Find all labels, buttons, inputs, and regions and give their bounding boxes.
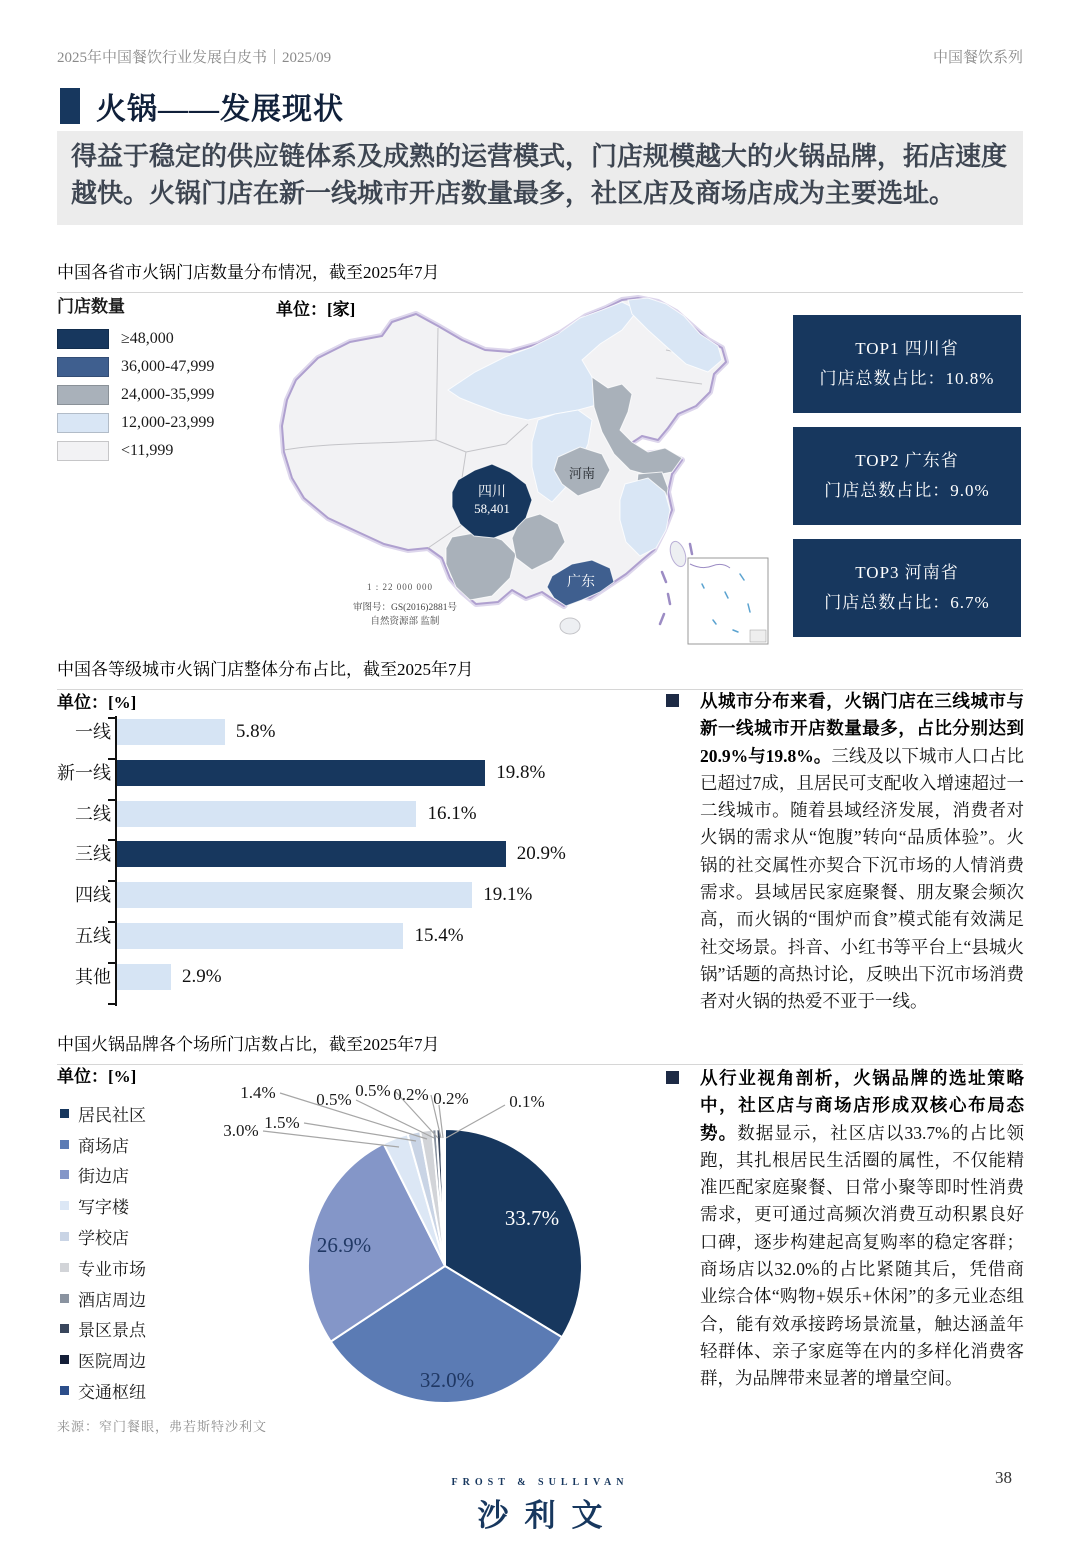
top2-share: 门店总数占比：9.0% (824, 481, 990, 500)
pie-value-label: 3.0% (223, 1121, 259, 1140)
legend-swatch (57, 357, 109, 377)
pie-value-label: 0.2% (393, 1085, 429, 1104)
legend-label: 景区景点 (78, 1321, 146, 1341)
pie-value-label: 1.4% (240, 1083, 276, 1102)
map-label-sichuan-name: 四川 (478, 485, 506, 500)
summary-highlight: 得益于稳定的供应链体系及成熟的运营模式，门店规模越大的火锅品牌，拓店速度越快。火锅门店在新一线城市开店数量最多，社区店及商场店成为主要选址。 (57, 131, 1023, 225)
province-hainan (560, 618, 580, 634)
bar-row (57, 923, 657, 949)
shalliwen-logo: 沙利文 (477, 1498, 619, 1533)
pie-value-label: 1.5% (264, 1113, 300, 1132)
bar-row (57, 801, 657, 827)
axis-tick (108, 799, 115, 801)
axis-tick (108, 880, 115, 882)
legend-label: 学校店 (78, 1229, 129, 1249)
map-approval-org: 自然资源部 监制 (370, 617, 440, 627)
pie-value-label: 26.9% (316, 1233, 372, 1257)
bar-category-label: 一线 (75, 722, 111, 742)
axis-tick (108, 717, 115, 719)
top3-title: TOP3 河南省 (855, 563, 959, 583)
map-legend-item (57, 325, 267, 353)
china-map (270, 292, 790, 652)
legend-swatch (57, 329, 109, 349)
bar-value-label: 19.1% (483, 884, 533, 906)
bar-chart (57, 716, 657, 1012)
bar-rect (117, 719, 225, 745)
frost-sullivan-wordmark: FROST & SULLIVAN (451, 1477, 629, 1488)
legend-swatch (57, 441, 109, 461)
bar-category-label: 三线 (75, 844, 111, 865)
map-legend (57, 292, 267, 465)
bar-commentary-bold: 从城市分布来看，火锅门店在三线城市与新一线城市开店数量最多，占比分别达到20.9%与19.8%。 (700, 691, 1024, 766)
bar-rect (117, 923, 403, 949)
bullet-square-icon (666, 1071, 679, 1084)
map-legend-title: 门店数量 (57, 297, 125, 316)
legend-label: <11,999 (121, 442, 174, 459)
legend-label: 街边店 (78, 1167, 129, 1187)
bullet-square-icon (666, 694, 679, 707)
sea-inset (688, 558, 768, 644)
map-approval-no: 审图号：GS(2016)2881号 (353, 603, 457, 613)
header-left: 2025年中国餐饮行业发展白皮书｜2025/09 (57, 50, 332, 66)
pie-section-title: 中国火锅品牌各个场所门店数占比，截至2025年7月 (57, 1030, 1023, 1065)
bar-value-label: 2.9% (181, 965, 222, 987)
top3-box (793, 539, 1021, 637)
top1-box (793, 315, 1021, 413)
pie-value-label: 33.7% (504, 1206, 560, 1230)
axis-tick (108, 962, 115, 964)
bar-rect (117, 882, 472, 908)
header-right: 中国餐饮系列 (932, 50, 1023, 66)
map-unit-label: 单位：[家] (276, 300, 356, 319)
bar-rect (117, 964, 171, 990)
map-legend-item (57, 353, 267, 381)
map-scale-text: 1 : 22 000 000 (366, 582, 434, 592)
map-label-henan: 河南 (568, 466, 596, 481)
map-section-title: 中国各省市火锅门店数量分布情况，截至2025年7月 (57, 258, 1023, 293)
legend-label: 写字楼 (78, 1198, 129, 1218)
top2-title: TOP2 广东省 (855, 451, 959, 471)
legend-label: 36,000-47,999 (121, 358, 215, 375)
legend-label: 医院周边 (78, 1352, 146, 1372)
map-label-sichuan-value: 58,401 (474, 501, 510, 516)
pie-value-label: 0.5% (316, 1090, 352, 1109)
legend-label: 24,000-35,999 (121, 386, 215, 403)
top1-title: TOP1 四川省 (855, 339, 959, 359)
source-note: 来源：窄门餐眼，弗若斯特沙利文 (57, 1419, 268, 1434)
bar-rect (117, 801, 416, 827)
bar-unit-label: 单位：[%] (57, 693, 137, 712)
map-label-guangdong: 广东 (567, 575, 595, 590)
bar-section-title: 中国各等级城市火锅门店整体分布占比，截至2025年7月 (57, 655, 1023, 690)
pie-commentary-body: 数据显示，社区店以33.7%的占比领跑，其扎根居民生活圈的属性，不仅能精准匹配家庭聚餐、日常小聚等即时性消费需求，更可通过高频次消费互动积累良好口碑，逐步构建起高复购率的稳定客群；商场店以32.0%的占比紧随其后，凭借商业综合体“购物+娱乐+休闲”的多元业态组合，能有效承接跨场景流量，触达涵盖年轻群体、亲子家庭等在内的多样化消费客群，为品牌带来显著的增量空间。 (700, 1122, 1025, 1389)
map-legend-item (57, 381, 267, 409)
bar-commentary (666, 688, 1024, 1016)
legend-label: 酒店周边 (78, 1290, 146, 1310)
bar-commentary-body: 三线及以下城市人口占比已超过7成，且居民可支配收入增速超过一二线城市。随着县域经济发展，消费者对火锅的需求从“饱腹”转向“品质体验”。火锅的社交属性亦契合下沉市场的人情消费需求。县域居民家庭聚餐、朋友聚会频次高，而火锅的“围炉而食”模式能有效满足社交场景。抖音、小红书等平台上“县城火锅”话题的高热讨论，反映出下沉市场消费者对火锅的热爱不亚于一线。 (700, 745, 1025, 1012)
map-legend-item (57, 409, 267, 437)
bar-rect (117, 841, 506, 867)
pie-chart (60, 1065, 680, 1435)
axis-tick (108, 921, 115, 923)
pie-leader-line (356, 1100, 434, 1138)
footer-logo (0, 1477, 1080, 1535)
legend-label: ≥48,000 (121, 330, 174, 347)
bar-value-label: 5.8% (235, 721, 276, 742)
top-province-boxes (793, 315, 1021, 651)
bar-category-label: 其他 (75, 966, 111, 987)
title-row (60, 84, 344, 128)
bar-value-label: 19.8% (496, 761, 546, 783)
pie-commentary-bold: 从行业视角剖析，火锅品牌的选址策略中，社区店与商场店形成双核心布局态势。 (700, 1068, 1024, 1143)
bar-row (57, 719, 657, 745)
pie-commentary-text (700, 1065, 1024, 1393)
page-header (57, 46, 1023, 67)
bar-category-label: 新一线 (57, 762, 111, 783)
bar-row (57, 760, 657, 786)
bar-category-label: 四线 (75, 885, 111, 906)
page-number: 38 (995, 1468, 1012, 1487)
bar-row (57, 841, 657, 867)
bar-value-label: 16.1% (427, 802, 477, 824)
bar-commentary-text (700, 688, 1024, 1016)
title-accent-bar (60, 88, 80, 124)
map-legend-item (57, 437, 267, 465)
legend-swatch (57, 413, 109, 433)
legend-swatch (57, 385, 109, 405)
axis-tick (108, 1003, 115, 1005)
top3-share: 门店总数占比：6.7% (824, 593, 990, 612)
pie-value-label: 0.2% (433, 1089, 469, 1108)
bar-category-label: 二线 (75, 803, 111, 824)
top1-share: 门店总数占比：10.8% (819, 369, 995, 388)
pie-slice (444, 1129, 445, 1266)
bar-category-label: 五线 (75, 926, 111, 946)
page-title: 火锅——发展现状 (96, 93, 344, 126)
bar-row (57, 964, 657, 990)
legend-label: 商场店 (78, 1136, 129, 1156)
bar-rect (117, 760, 485, 786)
axis-tick (108, 758, 115, 760)
pie-leader-line (263, 1131, 399, 1147)
legend-label: 居民社区 (78, 1105, 146, 1125)
province-taiwan (667, 539, 688, 568)
pie-value-label: 0.1% (509, 1092, 545, 1111)
pie-unit-label: 单位：[%] (57, 1067, 137, 1086)
pie-value-label: 32.0% (419, 1368, 475, 1392)
bar-value-label: 15.4% (414, 925, 464, 946)
bar-value-label: 20.9% (516, 843, 566, 865)
axis-tick (108, 839, 115, 841)
pie-commentary (666, 1065, 1024, 1393)
legend-label: 专业市场 (78, 1259, 146, 1279)
legend-label: 12,000-23,999 (121, 414, 215, 431)
top2-box (793, 427, 1021, 525)
map-legend-rows (57, 325, 267, 465)
pie-value-label: 0.5% (355, 1081, 391, 1100)
legend-label: 交通枢纽 (78, 1383, 146, 1403)
bar-row (57, 882, 657, 908)
